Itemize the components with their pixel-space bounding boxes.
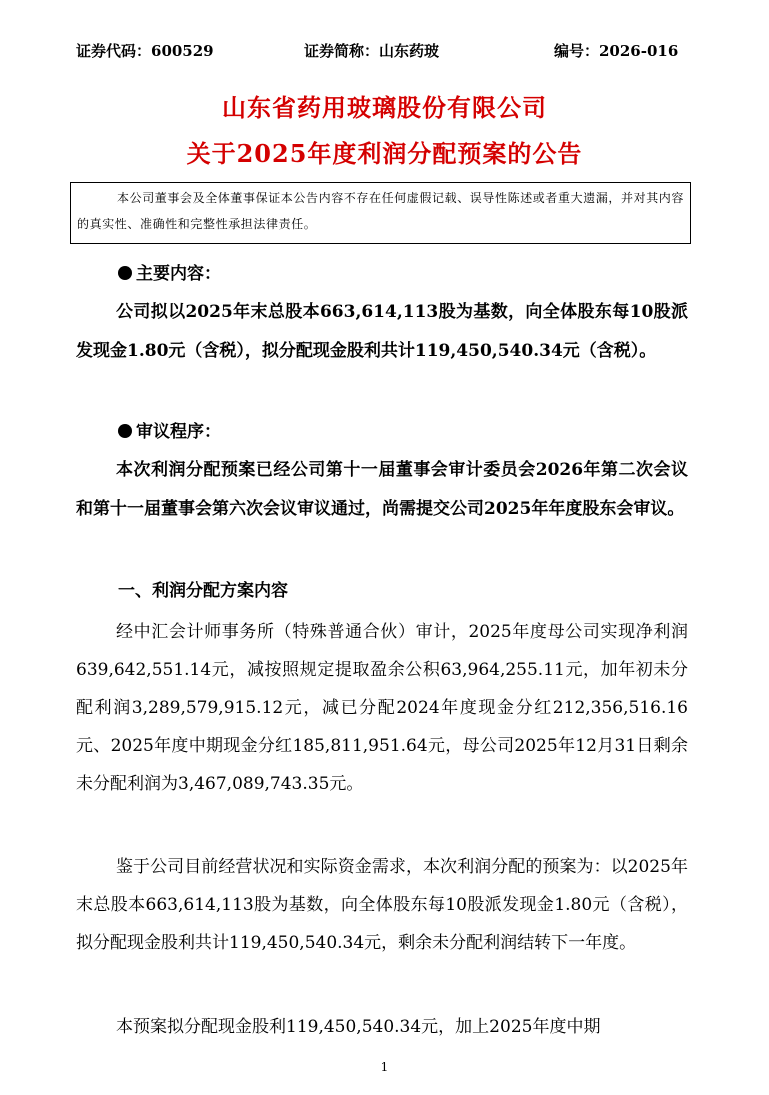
bullet-icon bbox=[118, 424, 132, 438]
bullet-icon bbox=[118, 266, 132, 280]
main-content-heading-text: 主要内容： bbox=[136, 264, 221, 284]
document-header bbox=[76, 40, 696, 62]
review-procedure-heading-text: 审议程序： bbox=[136, 422, 221, 442]
section-heading-profit-distribution: 一、利润分配方案内容 bbox=[118, 581, 288, 601]
stock-short-name: 证券简称：山东药玻 bbox=[304, 42, 440, 60]
notice-text: 本公司董事会及全体董事保证本公告内容不存在任何虚假记载、误导性陈述或者重大遗漏，并对其内容的真实性、准确性和完整性承担法律责任。 bbox=[77, 191, 685, 231]
page-number: 1 bbox=[380, 1060, 389, 1074]
dividend-total-paragraph: 本预案拟分配现金股利119,450,540.34元，加上2025年度中期 bbox=[116, 1017, 601, 1037]
announcement-number: 编号：2026-016 bbox=[554, 42, 679, 60]
announcement-title: 关于2025年度利润分配预案的公告 bbox=[186, 139, 583, 168]
audit-paragraph: 经中汇会计师事务所（特殊普通合伙）审计，2025年度母公司实现净利润639,642,551.14元，减按照规定提取盈余公积63,964,255.11元，加年初未分配利润3,289,579,915.12元，减已分配2024年度现金分红212,356,516.16元、2025年度中期现金分红185,811,951.64元，母公司2025年12月31日剩余未分配利润为3,467,089,743.35元。 bbox=[76, 622, 688, 794]
main-content-paragraph: 公司拟以2025年末总股本663,614,113股为基数，向全体股东每10股派发现金1.80元（含税），拟分配现金股利共计119,450,540.34元（含税）。 bbox=[76, 302, 688, 361]
review-procedure-heading bbox=[118, 417, 221, 442]
company-title: 山东省药用玻璃股份有限公司 bbox=[222, 93, 547, 122]
board-guarantee-notice bbox=[70, 182, 691, 244]
review-procedure-paragraph: 本次利润分配预案已经公司第十一届董事会审计委员会2026年第二次会议和第十一届董事会第六次会议审议通过，尚需提交公司2025年年度股东会审议。 bbox=[76, 460, 688, 519]
stock-code: 证券代码：600529 bbox=[76, 42, 214, 60]
distribution-plan-paragraph: 鉴于公司目前经营状况和实际资金需求，本次利润分配的预案为：以2025年末总股本663,614,113股为基数，向全体股东每10股派发现金1.80元（含税），拟分配现金股利共计119,450,540.34元，剩余未分配利润结转下一年度。 bbox=[76, 857, 688, 953]
main-content-heading bbox=[118, 259, 221, 284]
